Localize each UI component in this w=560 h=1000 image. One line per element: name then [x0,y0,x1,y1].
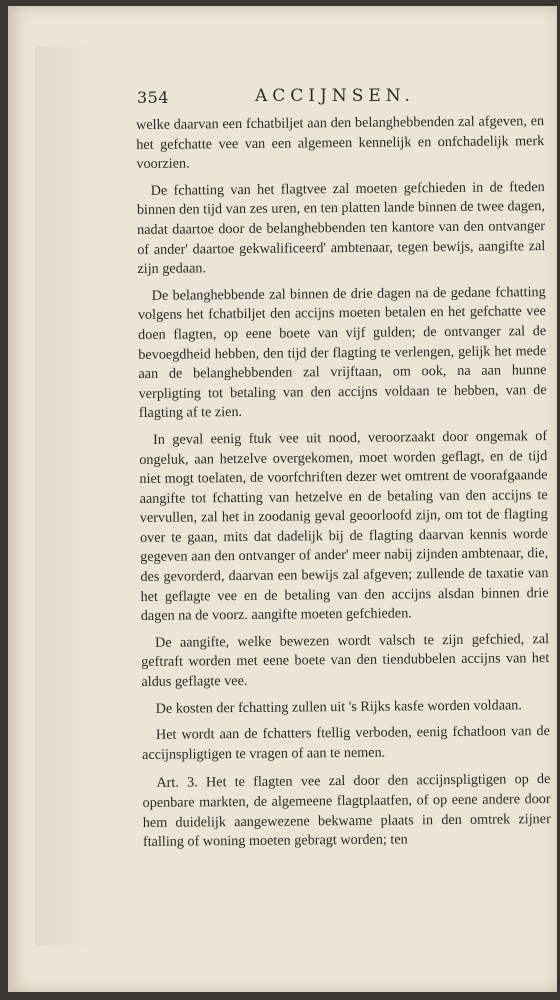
paragraph-betaling: De belanghebbende zal binnen de drie dagen na de gedane fchatting volgens het fchatbiljet den accijns moeten betalen en het gefchatte vee doen flagten, op eene boete van vijf gulden; de ontvanger zal de bevoegdheid hebben, den tijd der flagting te verlengen, gelijk het mede aan de belanghebbenden zal vrijftaan, om ook, na aan hunne verpligting tot betaling van den accijns voldaan te hebben, van de flagting af te zien. [137,283,547,422]
paragraph-kosten: De kosten der fchatting zullen uit 's Rijks kasfe worden voldaan. [155,696,522,717]
page-edge-shadow [35,46,95,946]
paragraph-article-3: Art. 3. Het te flagten vee zal door den accijnspligtigen op de openbare markten, de algemeene flagtplaatfen, of op eene andere door hem duidelijk aangewezene bekwame plaats in den omtrek zijner ftalling of woning moeten gebragt worden; ten [142,771,551,851]
running-head: ACCIJNSEN. [255,86,415,106]
page-number: 354 [137,88,170,107]
paragraph-nood: In geval eenig ftuk vee uit nood, veroorzaakt door ongemak of ongeluk, aan hetzelve overgekomen, moet worden geflagt, en de tijd niet mogt toelaten, de voorfchriften dezer wet omtrent de voorafgaande aangifte tot fchatting van hetzelve en de betaling van den accijns te vervullen, zal het in zoodanig geval geoorloofd zijn, om tot de flagting over te gaan, mits dat dadelijk bij de flagting daarvan kennis worde gegeven aan den ontvanger of ander' meer nabij zijnden ambtenaar, die, des gevorderd, daarvan een bewijs zal afgeven; zullende de taxatie van het geflagte vee en de betaling van den accijns alsdan binnen drie dagen na de voorz. aangifte moeten gefchieden. [139,427,549,625]
paragraph-schatloon: Het wordt aan de fchatters ftellig verboden, eenig fchatloon van de accijnspligtigen te vragen of aan te nemen. [142,723,551,763]
paragraph-continuation: welke daarvan een fchatbiljet aan den belanghebbenden zal afgeven, en het gefchatte vee van een algemeen kennelijk en onfchadelijk merk voorzien. [136,113,545,173]
page-header [137,86,537,110]
paragraph-schatting: De fchatting van het flagtvee zal moeten gefchieden in de fteden binnen den tijd van zes uren, en ten platten lande binnen de twee dagen, nadat daartoe door de belanghebbenden ten kantore van den ontvanger of ander' daartoe gekwalificeerd' ambtenaar, tegen bewijs, aangifte zal zijn gedaan. [136,178,546,278]
paragraph-valsche-aangifte: De aangifte, welke bewezen wordt valsch te zijn gefchied, zal geftraft worden met eene boete van den tiendubbelen accijns van het aldus geflagte vee. [141,630,550,691]
body-text [136,112,551,860]
